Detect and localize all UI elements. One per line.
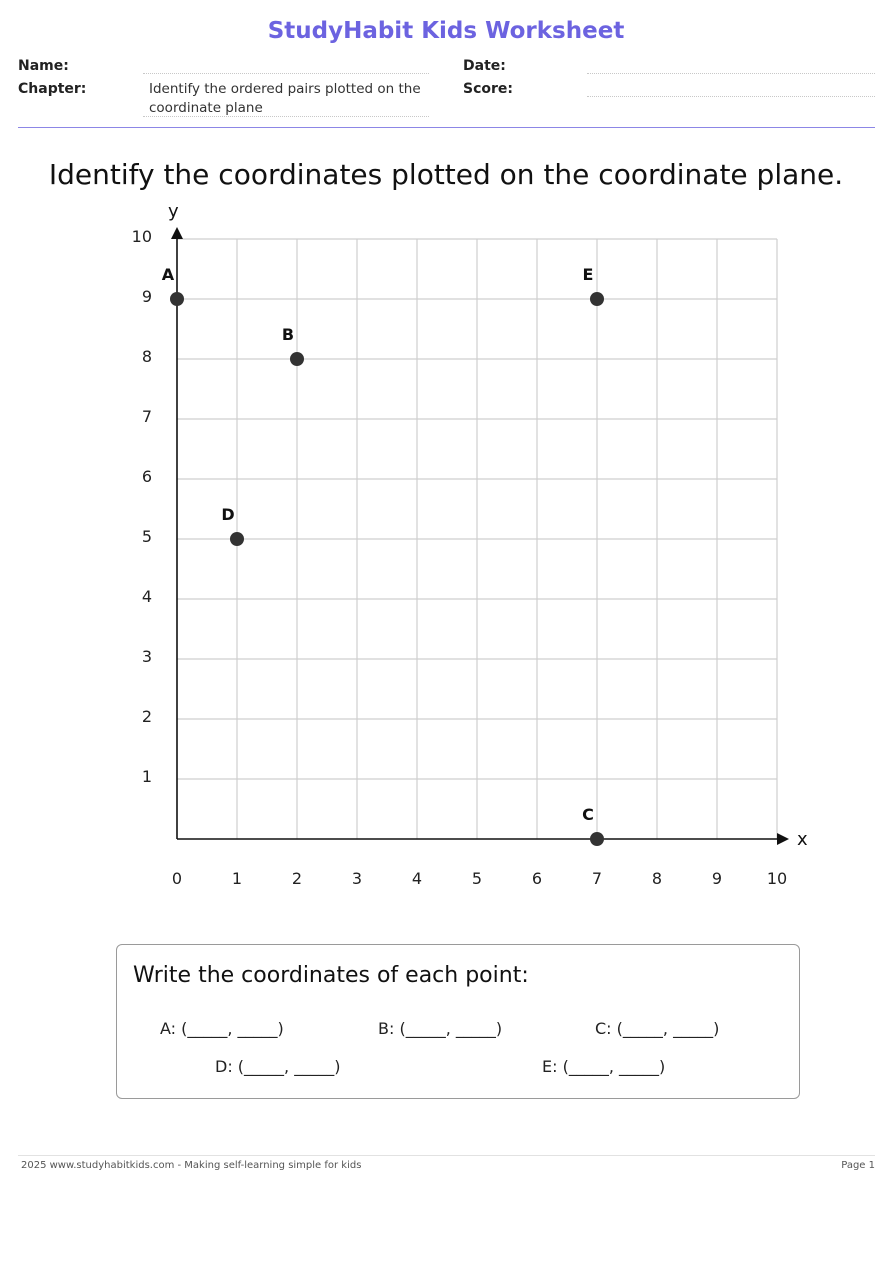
worksheet-title: StudyHabit Kids Worksheet [267,18,625,44]
point-label-b: B [281,325,295,344]
x-tick-label: 6 [531,869,543,888]
y-tick-label: 5 [141,527,152,546]
x-tick-label: 4 [411,869,423,888]
point-a [170,292,184,306]
point-label-e: E [582,265,594,284]
x-tick-label: 3 [351,869,363,888]
x-tick-label: 7 [591,869,603,888]
footer-divider [18,1155,875,1156]
instruction-text: Identify the coordinates plotted on the coordinate plane. [48,158,844,191]
y-tick-label: 10 [131,227,152,246]
x-tick-label: 0 [171,869,183,888]
answer-heading: Write the coordinates of each point: [133,963,529,988]
point-b [290,352,304,366]
page-number: Page 1 [841,1160,875,1171]
y-tick-label: 9 [141,287,152,306]
x-tick-label: 2 [291,869,303,888]
answer-b[interactable]: B: (_____, _____) [378,1019,503,1038]
y-tick-label: 4 [141,587,152,606]
x-tick-label: 10 [766,869,788,888]
y-axis-arrow-icon [171,227,183,239]
answer-d[interactable]: D: (_____, _____) [215,1057,341,1076]
y-tick-label: 1 [141,767,152,786]
x-tick-label: 5 [471,869,483,888]
y-tick-label: 8 [141,347,152,366]
answer-box [116,944,800,1099]
chapter-text: Identify the ordered pairs plotted on the coordinate plane [149,81,421,116]
y-tick-label: 3 [141,647,152,666]
point-e [590,292,604,306]
y-tick-label: 6 [141,467,152,486]
point-label-c: C [582,805,594,824]
y-tick-label: 7 [141,407,152,426]
answer-e[interactable]: E: (_____, _____) [542,1057,666,1076]
date-label: Date: [463,58,506,74]
x-tick-label: 1 [231,869,243,888]
x-axis-label: x [797,829,808,850]
point-c [590,832,604,846]
x-tick-label: 9 [711,869,723,888]
point-label-a: A [161,265,175,284]
y-axis-label: y [168,201,179,222]
name-label: Name: [18,58,69,74]
score-label: Score: [463,81,513,97]
point-label-d: D [221,505,235,524]
footer-credit: 2025 www.studyhabitkids.com - Making self-learning simple for kids [21,1160,362,1171]
y-tick-label: 2 [141,707,152,726]
answer-c[interactable]: C: (_____, _____) [595,1019,720,1038]
chapter-label: Chapter: [18,81,87,97]
point-d [230,532,244,546]
x-axis-arrow-icon [777,833,789,845]
x-tick-label: 8 [651,869,663,888]
answer-a[interactable]: A: (_____, _____) [160,1019,284,1038]
